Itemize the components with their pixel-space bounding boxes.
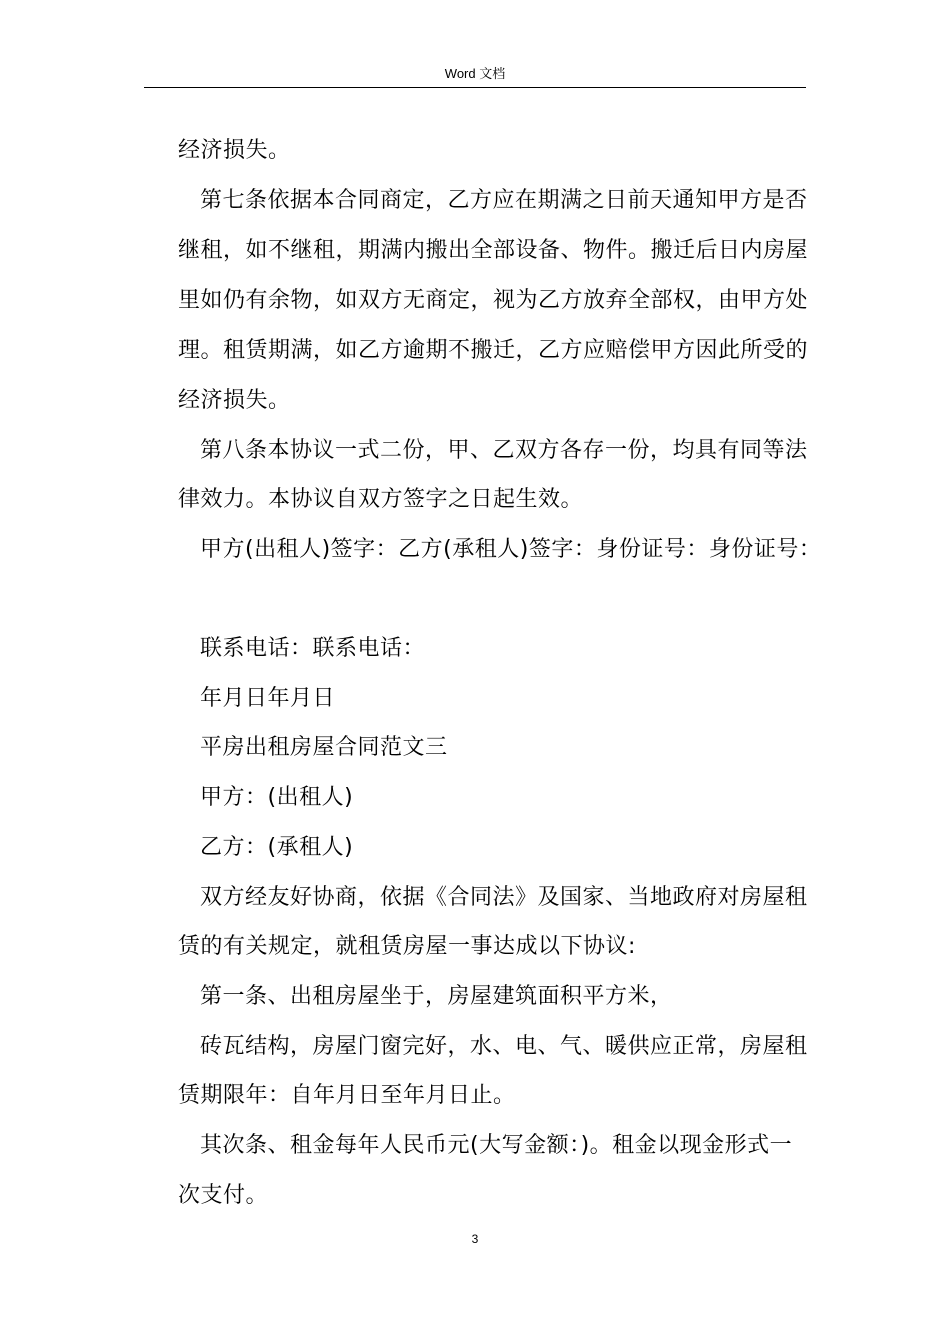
body-line: 赁的有关规定，就租赁房屋一事达成以下协议: <box>178 934 636 959</box>
body-line: 甲方(出租人)签字：乙方(承租人)签字：身份证号：身份证号： <box>200 537 822 562</box>
body-line: 平房出租房屋合同范文三 <box>200 735 448 760</box>
page-number: 3 <box>471 1232 479 1246</box>
body-line: 继租，如不继租，期满内搬出全部设备、物件。搬迁后日内房屋 <box>178 238 809 263</box>
body-line: 甲方：(出租人) <box>200 785 354 810</box>
header-title: Word 文档 <box>444 66 506 81</box>
body-line: 次支付。 <box>178 1183 269 1208</box>
body-line: 赁期限年：自年月日至年月日止。 <box>178 1083 516 1108</box>
body-line: 砖瓦结构，房屋门窗完好，水、电、气、暖供应正常，房屋租 <box>200 1034 808 1059</box>
header-divider <box>144 87 806 88</box>
body-line: 双方经友好协商，依据《合同法》及国家、当地政府对房屋租 <box>200 885 808 910</box>
body-line: 其次条、租金每年人民币元(大写金额：)。租金以现金形式一 <box>200 1133 793 1158</box>
body-line: 经济损失。 <box>178 388 291 413</box>
body-line: 里如仍有余物，如双方无商定，视为乙方放弃全部权，由甲方处 <box>178 288 809 313</box>
body-line: 理。租赁期满，如乙方逾期不搬迁，乙方应赔偿甲方因此所受的 <box>178 338 809 363</box>
body-line: 联系电话：联系电话： <box>200 636 426 661</box>
body-line: 第七条依据本合同商定，乙方应在期满之日前天通知甲方是否 <box>200 188 808 213</box>
body-line: 年月日年月日 <box>200 686 336 711</box>
body-line: 律效力。本协议自双方签字之日起生效。 <box>178 487 584 512</box>
body-line: 第一条、出租房屋坐于，房屋建筑面积平方米， <box>200 984 673 1009</box>
body-line: 第八条本协议一式二份，甲、乙双方各存一份，均具有同等法 <box>200 438 808 463</box>
body-line: 经济损失。 <box>178 138 291 163</box>
body-line: 乙方：(承租人) <box>200 835 354 860</box>
